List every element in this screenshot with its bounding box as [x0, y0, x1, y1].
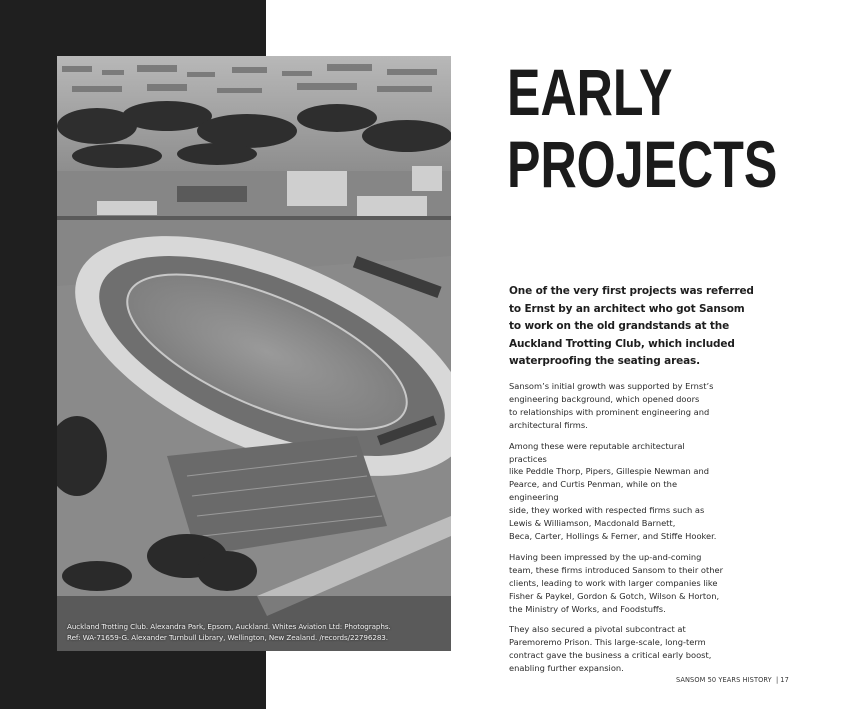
- lead-line: to Ernst by an architect who got Sansom: [509, 302, 745, 315]
- body-line: Sansom’s initial growth was supported by Ernst’s: [509, 381, 714, 391]
- body-line: They also secured a pivotal subcontract at: [509, 624, 686, 635]
- caption-line: Ref: WA-71659-G. Alexander Turnbull Library, Wellington, New Zealand. /records/22796283.: [67, 633, 388, 642]
- aerial-racetrack-photo: [57, 56, 451, 651]
- page-number: 17: [780, 676, 789, 684]
- lead-line: One of the very first projects was referred: [509, 285, 754, 297]
- footer-label: SANSOM 50 YEARS HISTORY: [676, 676, 772, 684]
- body-line: the Ministry of Works, and Foodstuffs.: [509, 603, 666, 614]
- body-line: enabling further expansion.: [509, 663, 624, 674]
- body-line: architectural firms.: [509, 419, 588, 430]
- body-line: Lewis & Williamson, Macdonald Barnett,: [509, 518, 676, 529]
- caption-line: Auckland Trotting Club. Alexandra Park, Epsom, Auckland. Whites Aviation Ltd: Photographs.: [67, 622, 391, 631]
- body-line: like Peddle Thorp, Pipers, Gillespie Newman and: [509, 466, 709, 477]
- body-line: Fisher & Paykel, Gordon & Gotch, Wilson & Horton,: [509, 590, 720, 601]
- body-line: Having been impressed by the up-and-coming: [509, 551, 702, 562]
- footer-separator: |: [775, 676, 779, 684]
- body-line: Pearce, and Curtis Penman, while on the engineering: [509, 479, 678, 503]
- body-line: contract gave the business a critical early boost,: [509, 650, 712, 661]
- body-line: engineering background, which opened doors: [509, 393, 700, 404]
- lead-line: Auckland Trotting Club, which included: [509, 337, 735, 350]
- title-line: PROJECTS: [507, 127, 778, 201]
- lead-line: waterproofing the seating areas.: [509, 355, 700, 368]
- title-line: EARLY: [507, 55, 673, 129]
- body-line: Paremoremo Prison. This large-scale, long-term: [509, 637, 706, 648]
- body-line: team, these firms introduced Sansom to their other: [509, 564, 723, 575]
- page-title: [507, 55, 778, 201]
- page-footer: [676, 676, 789, 684]
- lead-line: to work on the old grandstands at the: [509, 320, 730, 333]
- body-text: [509, 372, 724, 683]
- lead-paragraph: [509, 283, 754, 371]
- body-line: side, they worked with respected firms such as: [509, 505, 705, 516]
- body-line: clients, leading to work with larger companies like: [509, 577, 718, 588]
- body-line: Among these were reputable architectural practices: [509, 440, 685, 464]
- body-line: to relationships with prominent engineering and: [509, 406, 710, 417]
- photo-caption: [67, 621, 447, 643]
- racetrack-illustration: [57, 56, 451, 651]
- body-line: Beca, Carter, Hollings & Ferner, and Stiffe Hooker.: [509, 530, 717, 541]
